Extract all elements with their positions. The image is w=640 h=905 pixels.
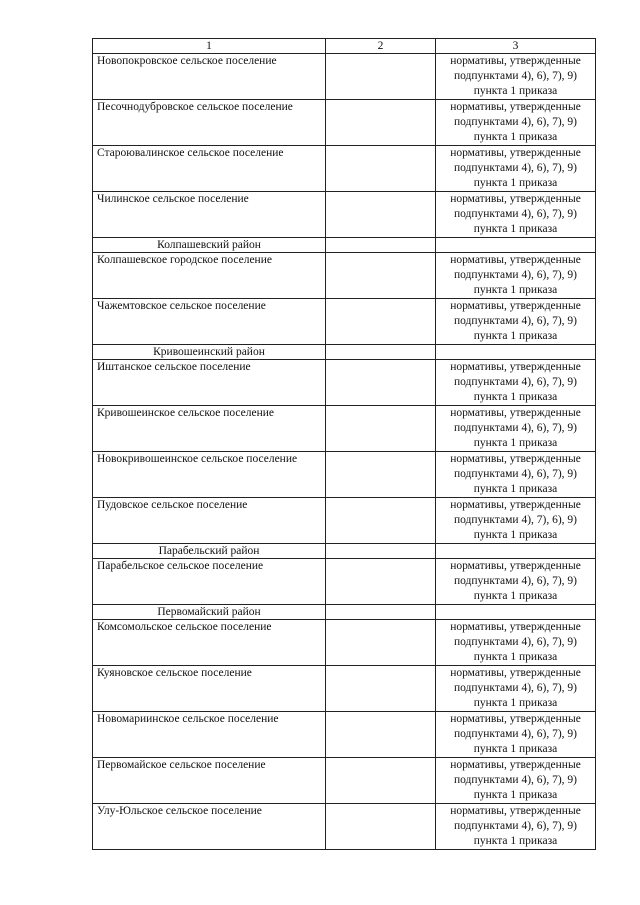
norm-reference-line: подпунктами 4), 6), 7), 9) <box>453 682 578 694</box>
settlement-row <box>93 406 596 452</box>
norm-reference-line: нормативы, утвержденные <box>450 499 581 511</box>
settlement-row <box>93 192 596 238</box>
norm-reference-line: пункта 1 приказа <box>473 177 558 189</box>
settlement-name: Новомариинское сельское поселение <box>93 712 326 758</box>
norm-reference <box>436 758 596 804</box>
norm-reference-line: пункта 1 приказа <box>473 131 558 143</box>
settlement-name: Чажемтовское сельское поселение <box>93 299 326 345</box>
norm-reference-line: нормативы, утвержденные <box>450 560 581 572</box>
settlement-name: Новокривошеинское сельское поселение <box>93 452 326 498</box>
norm-reference-line: подпунктами 4), 6), 7), 9) <box>453 376 578 388</box>
settlement-name: Первомайское сельское поселение <box>93 758 326 804</box>
norm-reference <box>436 299 596 345</box>
norm-reference-line: нормативы, утвержденные <box>450 667 581 679</box>
norm-reference-line: нормативы, утвержденные <box>450 621 581 633</box>
norm-reference <box>436 712 596 758</box>
district-row <box>93 238 596 253</box>
empty-cell <box>436 238 596 253</box>
empty-cell <box>326 605 436 620</box>
norm-reference-line: пункта 1 приказа <box>473 284 558 296</box>
settlement-name: Новопокровское сельское поселение <box>93 54 326 100</box>
norm-reference-line: подпунктами 4), 6), 7), 9) <box>453 774 578 786</box>
column-header-3: 3 <box>436 39 596 54</box>
settlement-row <box>93 100 596 146</box>
district-name: Первомайский район <box>93 605 326 620</box>
empty-cell <box>326 345 436 360</box>
norm-reference-line: нормативы, утвержденные <box>450 55 581 67</box>
district-row <box>93 544 596 559</box>
empty-cell <box>326 406 436 452</box>
column-header-1: 1 <box>93 39 326 54</box>
empty-cell <box>326 54 436 100</box>
norm-reference <box>436 360 596 406</box>
norm-reference <box>436 804 596 850</box>
district-name: Колпашевский район <box>93 238 326 253</box>
norm-reference <box>436 498 596 544</box>
norm-reference-line: пункта 1 приказа <box>473 789 558 801</box>
settlement-row <box>93 804 596 850</box>
norm-reference <box>436 559 596 605</box>
settlement-name: Улу-Юльское сельское поселение <box>93 804 326 850</box>
settlement-row <box>93 452 596 498</box>
norm-reference-line: нормативы, утвержденные <box>450 407 581 419</box>
norm-reference-line: нормативы, утвержденные <box>450 147 581 159</box>
norm-reference-line: подпунктами 4), 6), 7), 9) <box>453 820 578 832</box>
norm-reference-line: пункта 1 приказа <box>473 483 558 495</box>
norm-reference-line: пункта 1 приказа <box>473 835 558 847</box>
settlement-name: Парабельское сельское поселение <box>93 559 326 605</box>
norm-reference <box>436 192 596 238</box>
empty-cell <box>326 452 436 498</box>
district-row <box>93 605 596 620</box>
norm-reference <box>436 54 596 100</box>
norm-reference-line: подпунктами 4), 6), 7), 9) <box>453 70 578 82</box>
norm-reference-line: пункта 1 приказа <box>473 437 558 449</box>
district-row <box>93 345 596 360</box>
settlement-row <box>93 253 596 299</box>
empty-cell <box>326 544 436 559</box>
norm-reference <box>436 406 596 452</box>
empty-cell <box>326 100 436 146</box>
settlement-row <box>93 666 596 712</box>
settlement-row <box>93 146 596 192</box>
norm-reference <box>436 452 596 498</box>
norm-reference-line: нормативы, утвержденные <box>450 254 581 266</box>
settlement-row <box>93 498 596 544</box>
norm-reference-line: нормативы, утвержденные <box>450 101 581 113</box>
empty-cell <box>326 666 436 712</box>
settlement-name: Комсомольское сельское поселение <box>93 620 326 666</box>
settlement-row <box>93 54 596 100</box>
empty-cell <box>326 620 436 666</box>
settlement-row <box>93 299 596 345</box>
norm-reference-line: нормативы, утвержденные <box>450 759 581 771</box>
norm-reference-line: пункта 1 приказа <box>473 391 558 403</box>
settlement-name: Пудовское сельское поселение <box>93 498 326 544</box>
norm-reference-line: нормативы, утвержденные <box>450 713 581 725</box>
settlement-name: Староювалинское сельское поселение <box>93 146 326 192</box>
norm-reference-line: пункта 1 приказа <box>473 590 558 602</box>
norm-reference <box>436 146 596 192</box>
empty-cell <box>326 238 436 253</box>
column-header-2: 2 <box>326 39 436 54</box>
empty-cell <box>436 544 596 559</box>
norm-reference-line: нормативы, утвержденные <box>450 453 581 465</box>
table-header-row <box>93 39 596 54</box>
empty-cell <box>326 146 436 192</box>
norm-reference-line: подпунктами 4), 6), 7), 9) <box>453 208 578 220</box>
norm-reference-line: пункта 1 приказа <box>473 85 558 97</box>
norms-table-body <box>93 39 596 850</box>
empty-cell <box>326 804 436 850</box>
norm-reference-line: нормативы, утвержденные <box>450 300 581 312</box>
settlement-name: Кривошеинское сельское поселение <box>93 406 326 452</box>
settlement-row <box>93 712 596 758</box>
settlement-name: Песочнодубровское сельское поселение <box>93 100 326 146</box>
empty-cell <box>326 360 436 406</box>
norm-reference-line: пункта 1 приказа <box>473 651 558 663</box>
settlement-name: Иштанское сельское поселение <box>93 360 326 406</box>
norm-reference <box>436 100 596 146</box>
empty-cell <box>326 758 436 804</box>
norm-reference-line: подпунктами 4), 6), 7), 9) <box>453 162 578 174</box>
settlement-row <box>93 559 596 605</box>
norm-reference <box>436 253 596 299</box>
settlement-row <box>93 758 596 804</box>
norm-reference-line: пункта 1 приказа <box>473 330 558 342</box>
norm-reference-line: пункта 1 приказа <box>473 529 558 541</box>
norm-reference-line: нормативы, утвержденные <box>450 361 581 373</box>
district-name: Кривошеинский район <box>93 345 326 360</box>
empty-cell <box>326 498 436 544</box>
empty-cell <box>436 605 596 620</box>
district-name: Парабельский район <box>93 544 326 559</box>
empty-cell <box>326 192 436 238</box>
norm-reference-line: нормативы, утвержденные <box>450 193 581 205</box>
norm-reference-line: пункта 1 приказа <box>473 743 558 755</box>
norm-reference-line: пункта 1 приказа <box>473 223 558 235</box>
norm-reference-line: подпунктами 4), 7), 6), 9) <box>453 514 578 526</box>
settlement-row <box>93 620 596 666</box>
empty-cell <box>326 253 436 299</box>
settlement-name: Колпашевское городское поселение <box>93 253 326 299</box>
norm-reference <box>436 666 596 712</box>
norm-reference-line: подпунктами 4), 6), 7), 9) <box>453 728 578 740</box>
norm-reference-line: пункта 1 приказа <box>473 697 558 709</box>
settlement-name: Куяновское сельское поселение <box>93 666 326 712</box>
norm-reference-line: подпунктами 4), 6), 7), 9) <box>453 636 578 648</box>
norm-reference-line: подпунктами 4), 6), 7), 9) <box>453 422 578 434</box>
norm-reference-line: нормативы, утвержденные <box>450 805 581 817</box>
norm-reference <box>436 620 596 666</box>
norm-reference-line: подпунктами 4), 6), 7), 9) <box>453 269 578 281</box>
settlement-name: Чилинское сельское поселение <box>93 192 326 238</box>
empty-cell <box>326 559 436 605</box>
settlement-row <box>93 360 596 406</box>
norm-reference-line: подпунктами 4), 6), 7), 9) <box>453 315 578 327</box>
empty-cell <box>436 345 596 360</box>
empty-cell <box>326 299 436 345</box>
norm-reference-line: подпунктами 4), 6), 7), 9) <box>453 116 578 128</box>
norms-table <box>92 38 596 850</box>
norm-reference-line: подпунктами 4), 6), 7), 9) <box>453 575 578 587</box>
empty-cell <box>326 712 436 758</box>
norm-reference-line: подпунктами 4), 6), 7), 9) <box>453 468 578 480</box>
